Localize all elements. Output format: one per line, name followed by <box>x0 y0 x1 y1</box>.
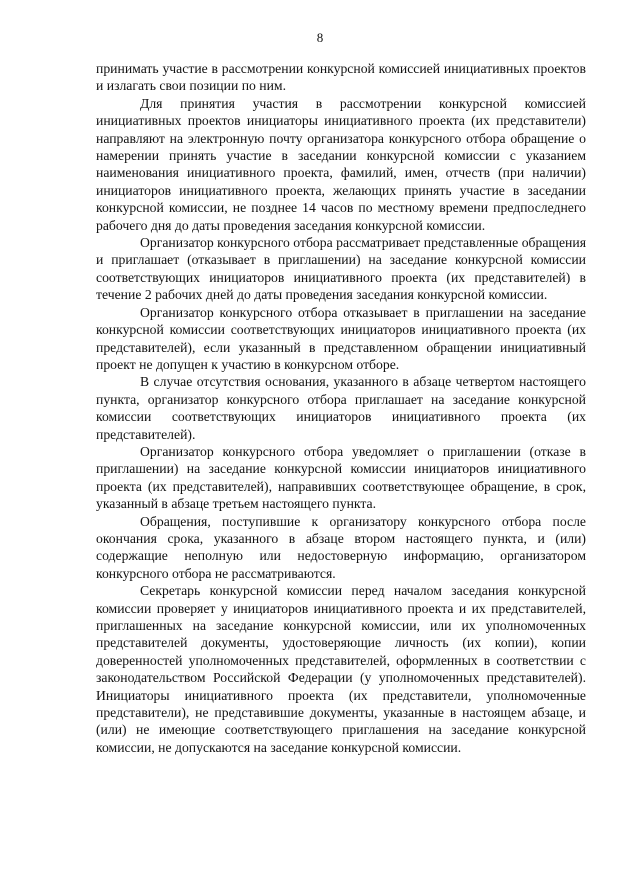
paragraph: Секретарь конкурсной комиссии перед началом заседания конкурсной комиссии проверяет у инициаторов инициативного проекта и их представителей, приглашенных на заседание конкурсной комиссии, или их уполномоченных представителей документы, удостоверяющие личность (их копии), копии доверенностей уполномоченных представителей, оформленных в соответствии с законодательством Российской Федерации (у уполномоченных представителей). Инициаторы инициативного проекта (их представители, уполномоченные представители), не представившие документы, указанные в настоящем абзаце, и (или) не имеющие соответствующего приглашения на заседание конкурсной комиссии, не допускаются на заседание конкурсной комиссии. <box>96 583 586 755</box>
paragraph: Организатор конкурсного отбора отказывает в приглашении на заседание конкурсной комиссии соответствующих инициаторов инициативного проекта (их представителей), если указанный в представленном обращении инициативный проект не допущен к участию в конкурсном отборе. <box>96 304 586 372</box>
paragraph: Для принятия участия в рассмотрении конкурсной комиссией инициативных проектов инициаторы инициативного проекта (их представители) направляют на электронную почту организатора конкурсного отбора обращение о намерении принять участие в заседании конкурсной комиссии с указанием наименования инициативного проекта, фамилий, имен, отчеств (при наличии) инициаторов инициативного проекта, желающих принять участие в заседании конкурсной комиссии, не позднее 14 часов по местному времени предпоследнего рабочего дня до даты проведения заседания конкурсной комиссии. <box>96 95 586 233</box>
page-number: 8 <box>316 30 324 45</box>
paragraph: Организатор конкурсного отбора рассматривает представленные обращения и приглашает (отказывает в приглашении) на заседание конкурсной комиссии соответствующих инициаторов инициативного проекта (их представителей) в течение 2 рабочих дней до даты проведения заседания конкурсной комиссии. <box>96 235 586 303</box>
paragraph: Организатор конкурсного отбора уведомляет о приглашении (отказе в приглашении) на заседание конкурсной комиссии инициаторов инициативного проекта (их представителей), направивших соответствующее обращение, в срок, указанный в абзаце третьем настоящего пункта. <box>96 443 586 512</box>
paragraph-continuation: принимать участие в рассмотрении конкурсной комиссией инициативных проектов и излагать свои позиции по ним. <box>96 61 586 94</box>
paragraph: В случае отсутствия основания, указанного в абзаце четвертом настоящего пункта, организатор конкурсного отбора приглашает на заседание конкурсной комиссии соответствующих инициаторов инициативного проекта (их представителей). <box>96 374 586 442</box>
document-body <box>96 60 586 756</box>
paragraph: Обращения, поступившие к организатору конкурсного отбора после окончания срока, указанного в абзаце втором настоящего пункта, и (или) содержащие неполную или недостоверную информацию, организатором конкурсного отбора не рассматриваются. <box>96 513 586 581</box>
